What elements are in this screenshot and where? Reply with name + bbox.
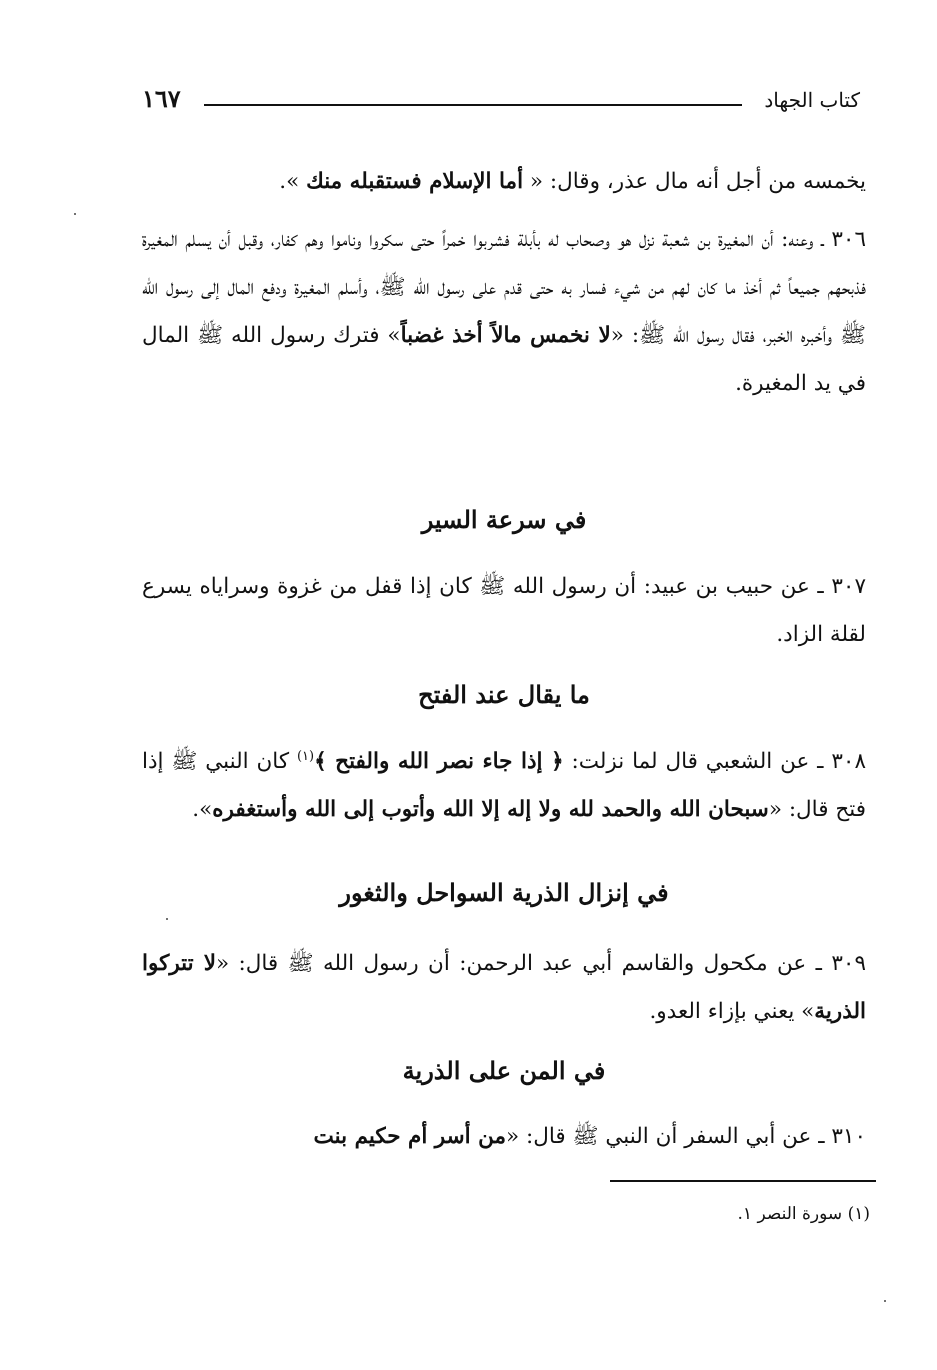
- quote-bold: من أسر أم حكيم بنت: [313, 1124, 507, 1149]
- section-heading-speed-of-travel: في سرعة السير: [421, 505, 587, 534]
- section-heading-coasts-frontiers: في إنزال الذرية السواحل والثغور: [339, 878, 669, 907]
- page-header: [142, 84, 860, 118]
- footnote-rule: [610, 1180, 876, 1182]
- footnote: (١) سورة النصر ١.: [737, 1204, 870, 1224]
- quote-bold: لا تتركوا الذرية: [142, 951, 866, 1024]
- scan-speck: [166, 918, 168, 920]
- paragraph-306: ٣٠٦ ـ وعنه: أن المغيرة بن شعبة نزل هو وصحاب له بأبلة فشربوا خمراً حتى سكروا وناموا وهم كفار، وقبل أن يسلم المغيرة فذبحهم جميعاً ثم أخذ ما كان لهم من شيء فسار به حتى قدم على رسول الله ﷺ، وأسلم المغيرة ودفع المال إلى رسول الله ﷺ وأخبره الخبر، فقال رسول الله ﷺ: «لا نخمس مالاً أخذ غضباً» فترك رسول الله ﷺ المال في يد المغيرة.: [142, 227, 866, 396]
- paragraph-308: ٣٠٨ ـ عن الشعبي قال لما نزلت: ﴿ إذا جاء نصر الله والفتح ﴾$^{(١)}$ كان النبي ﷺ إذا فتح قال: «سبحان الله والحمد لله ولا إله إلا الله وأتوب إلى الله وأستغفره».: [142, 749, 866, 823]
- quote-bold: لا نخمس مالاً أخذ غضباً: [400, 323, 611, 348]
- quote-bold: أما الإسلام فستقبله منك: [306, 169, 524, 194]
- header-rule: [204, 104, 742, 106]
- scan-speck: [74, 213, 76, 215]
- quran-verse: ﴿ إذا جاء نصر الله والفتح ﴾: [314, 749, 564, 775]
- paragraph-309: ٣٠٩ ـ عن مكحول والقاسم أبي عبد الرحمن: أن رسول الله ﷺ قال: «لا تتركوا الذرية» يعني بإزاء العدو.: [142, 951, 866, 1024]
- footnote-marker: (١): [296, 749, 315, 764]
- section-heading-conquest-saying: ما يقال عند الفتح: [418, 680, 590, 709]
- page-number: ١٦٧: [142, 84, 181, 113]
- running-title: كتاب الجهاد: [764, 88, 860, 112]
- section-heading-favor-to-offspring: في المن على الذرية: [402, 1056, 606, 1085]
- paragraph-continuation: يخمسه من أجل أنه مال عذر، وقال: « أما الإسلام فستقبله منك ».: [279, 169, 866, 194]
- scan-speck: [884, 1300, 886, 1302]
- quote-bold: سبحان الله والحمد لله ولا إله إلا الله وأتوب إلى الله وأستغفره: [212, 797, 769, 823]
- paragraph-310: ٣١٠ ـ عن أبي السفر أن النبي ﷺ قال: «من أسر أم حكيم بنت: [313, 1124, 866, 1149]
- paragraph-307: ٣٠٧ ـ عن حبيب بن عبيد: أن رسول الله ﷺ كان إذا قفل من غزوة وسراياه يسرع لقلة الزاد.: [142, 574, 866, 647]
